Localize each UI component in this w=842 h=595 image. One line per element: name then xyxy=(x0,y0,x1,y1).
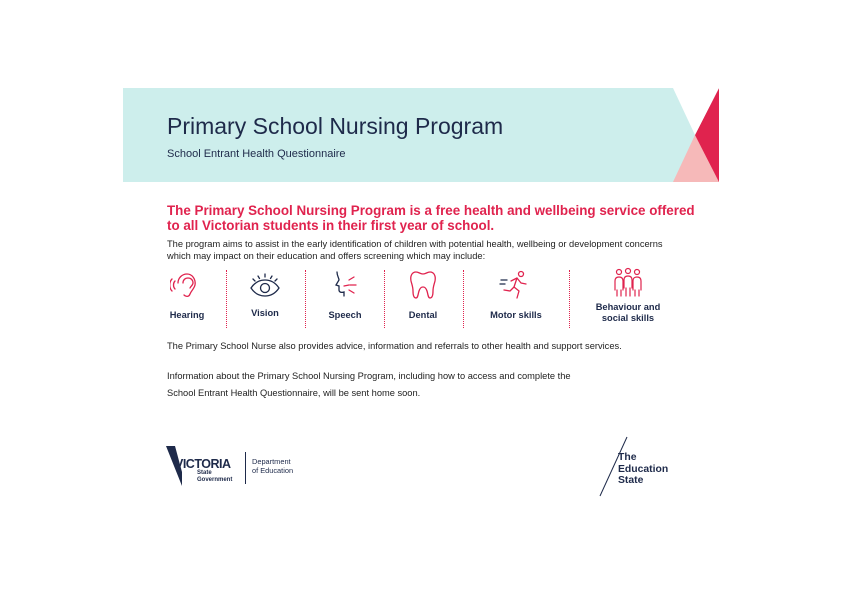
screening-list xyxy=(162,266,672,328)
screening-item-motor-skills xyxy=(484,266,548,328)
paragraph-questionnaire: School Entrant Health Questionnaire, will be sent home soon. xyxy=(167,388,421,398)
speaking-face-icon xyxy=(328,268,362,302)
education-state-logo xyxy=(618,452,668,487)
group-of-people-icon xyxy=(611,266,645,300)
screening-label: Motor skills xyxy=(490,310,542,320)
screening-label: Speech xyxy=(328,310,362,320)
screening-item-behaviour xyxy=(582,266,674,328)
corner-triangles-graphic xyxy=(673,88,719,182)
department-line-2: of Education xyxy=(252,466,294,475)
header-banner xyxy=(123,88,719,182)
divider xyxy=(384,270,385,328)
screening-item-speech xyxy=(320,266,370,328)
victoria-wordmark: VICTORIA xyxy=(175,457,231,471)
eye-icon xyxy=(248,268,282,302)
divider xyxy=(569,270,570,328)
headline: The Primary School Nursing Program is a free health and wellbeing service offered to all Victorian students in their first year of school. xyxy=(167,203,695,233)
paragraph-nurse-services: The Primary School Nurse also provides advice, information and referrals to other health and support services. xyxy=(167,341,622,351)
screening-item-dental xyxy=(398,266,448,328)
screening-label: Hearing xyxy=(169,310,205,320)
education-state-line-2: Education xyxy=(618,463,669,475)
ear-icon xyxy=(170,268,204,302)
screening-item-hearing xyxy=(162,266,212,328)
page-title: Primary School Nursing Program xyxy=(167,113,504,139)
page-subtitle: School Entrant Health Questionnaire xyxy=(167,148,346,160)
screening-label: Behaviour and social skills xyxy=(595,302,661,323)
victoria-sub-line-1: State xyxy=(197,470,212,476)
paragraph-information: Information about the Primary School Nursing Program, including how to access and complete the xyxy=(167,371,571,381)
education-state-line-3: State xyxy=(618,475,644,486)
divider xyxy=(226,270,227,328)
screening-item-vision xyxy=(240,266,290,328)
victoria-sub-label xyxy=(197,470,232,483)
intro-text: The program aims to assist in the early identification of children with potential health, wellbeing or development concerns which may impact on their education and offers screening which may include: xyxy=(167,239,663,261)
victoria-sub-line-2: Government xyxy=(197,476,233,483)
department-label xyxy=(252,457,293,475)
screening-label: Dental xyxy=(408,310,438,320)
tooth-icon xyxy=(406,268,440,302)
logo-divider xyxy=(245,452,246,484)
education-state-line-1: The xyxy=(618,452,637,463)
department-line-1: Department xyxy=(252,457,291,466)
divider xyxy=(463,270,464,328)
running-person-icon xyxy=(499,268,533,302)
screening-label: Vision xyxy=(251,308,279,318)
divider xyxy=(305,270,306,328)
